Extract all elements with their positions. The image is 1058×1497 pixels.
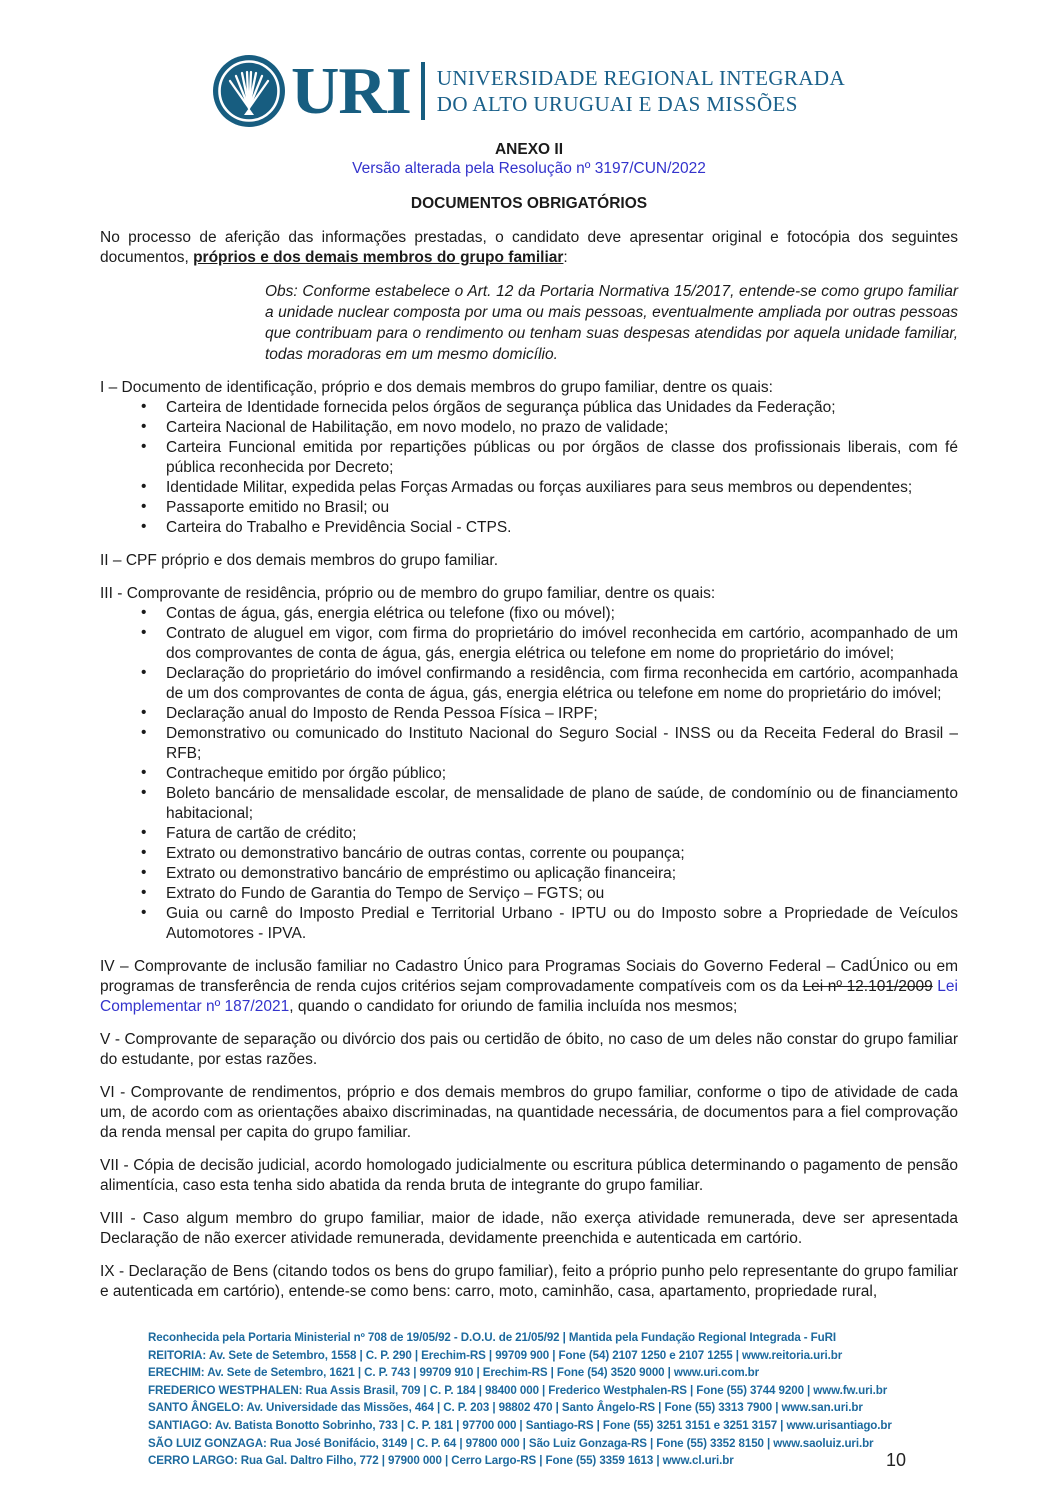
observation-note: Obs: Conforme estabelece o Art. 12 da Portaria Normativa 15/2017, entende-se como grupo familiar a unidade nuclear composta por uma ou mais pessoas, eventualmente ampliada por outras pessoas que contribuam para o rendimento ou tenham suas despesas atendidas por aquela unidade familiar, todas moradoras em um mesmo domicílio. bbox=[265, 283, 958, 363]
list-item: • Declaração do proprietário do imóvel confirmando a residência, com firma reconhecida em cartório, acompanhada de um dos comprovantes de conta de água, gás, energia elétrica ou telefone em nome do proprietário do imóvel; bbox=[139, 664, 958, 704]
list-item: • Fatura de cartão de crédito; bbox=[139, 824, 958, 844]
list-item: • Extrato ou demonstrativo bancário de empréstimo ou aplicação financeira; bbox=[139, 864, 958, 884]
list-item: • Extrato do Fundo de Garantia do Tempo de Serviço – FGTS; ou bbox=[139, 884, 958, 904]
intro-text-after: : bbox=[563, 249, 568, 266]
footer-line: SANTIAGO: Av. Batista Bonotto Sobrinho, 733 | C. P. 181 | 97700 000 | Santiago-RS | Fone (55) 3251 3151 e 3251 3157 | www.urisantiago.br bbox=[148, 1418, 892, 1432]
section-iv-text-after: , quando o candidato for oriundo de familia incluída nos mesmos; bbox=[289, 998, 738, 1015]
uri-emblem-icon bbox=[213, 55, 285, 127]
list-item: • Identidade Militar, expedida pelas Forças Armadas ou forças auxiliares para seus membros ou dependentes; bbox=[139, 478, 958, 498]
list-item: • Contas de água, gás, energia elétrica ou telefone (fixo ou móvel); bbox=[139, 604, 958, 624]
section-ii-paragraph: II – CPF próprio e dos demais membros do grupo familiar. bbox=[100, 552, 499, 569]
section-ix-paragraph: IX - Declaração de Bens (citando todos os bens do grupo familiar), feito a próprio punho pelo representante do grupo familiar e autenticada em cartório), entende-se como bens: carro, moto, caminhão, casa, apartamento, propriedade rural, bbox=[100, 1263, 958, 1300]
university-name bbox=[437, 65, 845, 117]
document-body bbox=[0, 213, 1058, 1302]
footer-line: SANTO ÂNGELO: Av. Universidade das Missões, 464 | C. P. 203 | 98802 470 | Santo Ângelo-RS | Fone (55) 3313 7900 | www.san.uri.br bbox=[148, 1401, 863, 1415]
list-item: • Carteira Nacional de Habilitação, em novo modelo, no prazo de validade; bbox=[139, 418, 958, 438]
list-item: • Extrato ou demonstrativo bancário de outras contas, corrente ou poupança; bbox=[139, 844, 958, 864]
footer-line: SÃO LUIZ GONZAGA: Rua José Bonifácio, 3149 | C. P. 64 | 97800 000 | São Luiz Gonzaga-RS | Fone (55) 3352 8150 | www.saoluiz.uri.br bbox=[148, 1436, 874, 1450]
document-header bbox=[0, 0, 1058, 213]
section-i-heading: I – Documento de identificação, próprio e dos demais membros do grupo familiar, dentre os quais: bbox=[100, 379, 773, 396]
footer-line: Reconhecida pela Portaria Ministerial nº 708 de 19/05/92 - D.O.U. de 21/05/92 | Mantida pela Fundação Regional Integrada - FuRI bbox=[148, 1331, 837, 1344]
logo-divider bbox=[421, 62, 425, 120]
document-title: DOCUMENTOS OBRIGATÓRIOS bbox=[410, 195, 648, 212]
list-item: • Passaporte emitido no Brasil; ou bbox=[139, 498, 958, 518]
intro-paragraph bbox=[100, 228, 958, 268]
uri-logo bbox=[0, 0, 1058, 127]
section-iii-heading: III - Comprovante de residência, próprio ou de membro do grupo familiar, dentre os quais: bbox=[100, 585, 716, 602]
campus-addresses-footer bbox=[148, 1329, 948, 1470]
section-viii-paragraph: VIII - Caso algum membro do grupo familiar, maior de idade, não exerça atividade remunerada, deve ser apresentada Declaração de não exercer atividade remunerada, devidamente preenchida e autenticada em cartório. bbox=[100, 1210, 958, 1247]
list-item: • Declaração anual do Imposto de Renda Pessoa Física – IRPF; bbox=[139, 704, 958, 724]
list-item: • Carteira de Identidade fornecida pelos órgãos de segurança pública das Unidades da Federação; bbox=[139, 398, 958, 418]
annex-title: ANEXO II bbox=[494, 141, 564, 158]
law-link[interactable]: Lei Complementar nº 187/2021 bbox=[100, 978, 958, 1015]
list-item: • Contrato de aluguel em vigor, com firma do proprietário do imóvel reconhecida em cartório, acompanhado de um dos comprovantes de conta de água, gás, energia elétrica ou telefone em nome do proprietário do imóvel; bbox=[139, 624, 958, 664]
intro-text-before: No processo de aferição das informações prestadas, o candidato deve apresentar original e fotocópia dos seguintes documentos, bbox=[100, 229, 958, 266]
footer-line: REITORIA: Av. Sete de Setembro, 1558 | C. P. 290 | Erechim-RS | 99709 900 | Fone (54) 2107 1250 e 2107 1255 | www.reitoria.uri.br bbox=[148, 1348, 843, 1362]
list-item: • Carteira Funcional emitida por repartições públicas ou por órgãos de classe dos profissionais liberais, com fé pública reconhecida por Decreto; bbox=[139, 438, 958, 478]
list-item: • Carteira do Trabalho e Previdência Social - CTPS. bbox=[139, 518, 958, 538]
list-item: • Boleto bancário de mensalidade escolar, de mensalidade de plano de saúde, de condomínio ou de financiamento habitacional; bbox=[139, 784, 958, 824]
footer-line: CERRO LARGO: Rua Gal. Daltro Filho, 772 | 97900 000 | Cerro Largo-RS | Fone (55) 3359 1613 | www.cl.uri.br bbox=[148, 1454, 734, 1468]
section-vi-paragraph: VI - Comprovante de rendimentos, próprio e dos demais membros do grupo familiar, conforme o tipo de atividade de cada um, de acordo com as orientações abaixo discriminadas, na quantidade necessária, de documentos para a fiel comprovação da renda mensal per capita do grupo familiar. bbox=[100, 1084, 958, 1141]
page-number: 10 bbox=[885, 1450, 906, 1470]
section-i-list bbox=[100, 398, 958, 538]
section-vii-paragraph: VII - Cópia de decisão judicial, acordo homologado judicialmente ou escritura pública determinando o pagamento de pensão alimentícia, caso esta tenha sido abatida da renda bruta de integrante do grupo familiar. bbox=[100, 1157, 958, 1194]
list-item: • Contracheque emitido por órgão público; bbox=[139, 764, 958, 784]
university-name-line2: DO ALTO URUGUAI E DAS MISSÕES bbox=[436, 92, 798, 116]
list-item: • Guia ou carnê do Imposto Predial e Territorial Urbano - IPTU ou do Imposto sobre a Propriedade de Veículos Automotores - IPVA. bbox=[139, 904, 958, 944]
uri-acronym: URI bbox=[290, 54, 411, 128]
section-iv-text-before: IV – Comprovante de inclusão familiar no Cadastro Único para Programas Sociais do Governo Federal – CadÚnico ou em programas de transferência de renda cujos critérios sejam comprovadamente compatíveis com os da bbox=[100, 958, 958, 995]
university-name-line1: UNIVERSIDADE REGIONAL INTEGRADA bbox=[436, 66, 846, 90]
intro-emphasis: próprios e dos demais membros do grupo familiar bbox=[193, 249, 564, 266]
footer-line: ERECHIM: Av. Sete de Setembro, 1621 | C. P. 743 | 99709 910 | Erechim-RS | Fone (54) 3520 9000 | www.uri.com.br bbox=[148, 1366, 760, 1380]
section-v-paragraph: V - Comprovante de separação ou divórcio dos pais ou certidão de óbito, no caso de um deles não constar do grupo familiar do estudante, por estas razões. bbox=[100, 1031, 958, 1068]
section-iv-paragraph bbox=[100, 957, 958, 1017]
footer-line: FREDERICO WESTPHALEN: Rua Assis Brasil, 709 | C. P. 184 | 98400 000 | Frederico Westphalen-RS | Fone (55) 3744 9200 | www.fw.uri.br bbox=[148, 1383, 888, 1397]
section-iii-list bbox=[100, 604, 958, 944]
version-note-link[interactable]: Versão alterada pela Resolução nº 3197/CUN/2022 bbox=[352, 160, 706, 177]
revoked-law-text: Lei nº 12.101/2009 bbox=[802, 978, 933, 995]
list-item: • Demonstrativo ou comunicado do Instituto Nacional do Seguro Social - INSS ou da Receita Federal do Brasil – RFB; bbox=[139, 724, 958, 764]
